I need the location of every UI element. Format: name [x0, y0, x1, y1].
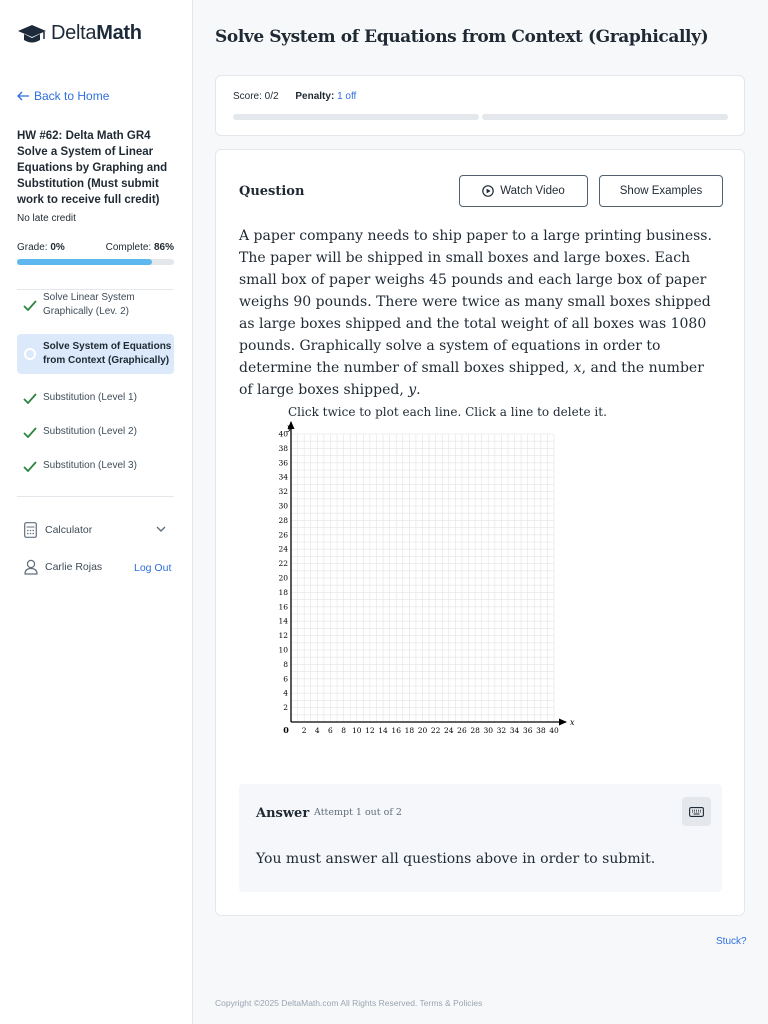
penalty-value: 1 off	[337, 91, 357, 102]
x-tick-label: 14	[378, 726, 388, 735]
check-icon	[17, 393, 43, 404]
x-axis-arrow	[559, 719, 567, 726]
y-tick-label: 8	[283, 659, 288, 669]
penalty-label: Penalty:	[295, 91, 335, 102]
y-tick-label: 38	[278, 443, 288, 453]
user-icon	[24, 559, 45, 575]
y-tick-label: 40	[278, 429, 288, 439]
x-tick-label: 30	[483, 726, 494, 735]
calculator-icon	[24, 522, 45, 538]
keyboard-toggle-button[interactable]	[682, 797, 711, 826]
y-tick-label: 10	[278, 645, 288, 655]
y-tick-label: 24	[278, 544, 288, 554]
x-tick-label: 34	[509, 726, 520, 735]
y-tick-label: 12	[278, 631, 288, 641]
back-to-home-link[interactable]	[17, 89, 109, 103]
sidebar	[0, 0, 193, 1024]
score-line	[233, 91, 356, 102]
y-tick-label: 16	[278, 602, 288, 612]
sidebar-item-label: Substitution (Level 1)	[43, 392, 137, 403]
arrow-left-icon	[17, 91, 30, 101]
x-tick-label: 24	[444, 726, 454, 735]
divider	[17, 496, 174, 497]
y-tick-label: 36	[278, 458, 288, 468]
answer-section	[239, 784, 722, 892]
y-tick-label: 6	[283, 674, 288, 684]
back-to-home-label: Back to Home	[34, 89, 110, 103]
sidebar-item-label: Substitution (Level 2)	[43, 426, 137, 437]
sidebar-item-substitution-2[interactable]	[17, 425, 174, 439]
deltamath-logo[interactable]	[17, 22, 142, 45]
grade-row	[17, 242, 174, 253]
x-axis-letter: x	[570, 718, 575, 727]
score-text: Score: 0/2	[233, 91, 279, 102]
y-tick-label: 34	[278, 472, 288, 482]
user-profile	[24, 559, 102, 575]
y-tick-label: 30	[278, 501, 288, 511]
completion-progress-fill	[17, 259, 152, 265]
y-tick-label: 28	[278, 515, 288, 525]
stuck-link[interactable]: Stuck?	[716, 936, 747, 947]
current-ring-icon	[17, 348, 43, 360]
show-examples-label: Show Examples	[619, 185, 703, 197]
graph-instruction: Click twice to plot each line. Click a line to delete it.	[288, 405, 607, 419]
y-tick-label: 26	[278, 530, 288, 540]
watch-video-label: Watch Video	[500, 185, 565, 197]
question-label: Question	[239, 184, 305, 199]
sidebar-item-solve-from-context[interactable]	[17, 334, 174, 374]
question-text: A paper company needs to ship paper to a large printing business. The paper will be shipped in small boxes and large boxes. Each small box of paper weighs 45 pounds and each large box of paper weighs 90 pounds. There were twice as many small boxes shipped as large boxes shipped and the total weight of all boxes was 1080 pounds. Graphically solve a system of equations in order to determine the number of small boxes shipped, x, and the number of large boxes shipped, y.	[239, 228, 712, 398]
x-tick-label: 32	[496, 726, 507, 735]
question-card	[215, 149, 745, 916]
x-tick-label: 22	[430, 726, 441, 735]
x-tick-label: 38	[536, 726, 546, 735]
x-tick-label: 26	[457, 726, 467, 735]
origin-label: 0	[283, 725, 289, 735]
x-tick-label: 18	[404, 726, 415, 735]
y-tick-label: 32	[278, 487, 288, 497]
y-tick-label: 14	[278, 616, 288, 626]
x-tick-label: 40	[549, 726, 559, 735]
x-tick-label: 28	[470, 726, 480, 735]
calculator-toggle[interactable]	[24, 522, 92, 538]
y-tick-label: 20	[278, 573, 288, 583]
y-tick-label: 22	[278, 559, 288, 569]
divider	[17, 289, 174, 290]
graduation-cap-icon	[17, 23, 47, 45]
complete-text: Complete: 86%	[105, 242, 174, 253]
y-tick-label: 4	[283, 688, 288, 698]
logout-link[interactable]: Log Out	[134, 562, 172, 574]
graph-plot-area[interactable]	[216, 150, 746, 770]
sidebar-item-substitution-3[interactable]	[17, 459, 174, 473]
page-title: Solve System of Equations from Context (Graphically)	[215, 27, 709, 47]
x-tick-label: 6	[328, 726, 333, 735]
check-icon	[17, 427, 43, 438]
attempt-counter: Attempt 1 out of 2	[314, 807, 402, 818]
terms-link[interactable]: Terms & Policies	[419, 998, 483, 1008]
score-segment-2	[482, 114, 728, 120]
x-tick-label: 20	[417, 726, 428, 735]
late-credit-note: No late credit	[17, 213, 76, 224]
user-name: Carlie Rojas	[45, 561, 103, 573]
logo-text: DeltaMath	[51, 22, 142, 44]
x-tick-label: 8	[341, 726, 346, 735]
sidebar-item-label: Substitution (Level 3)	[43, 460, 137, 471]
x-tick-label: 2	[301, 726, 307, 735]
score-segment-1	[233, 114, 479, 120]
y-axis-letter: y	[287, 423, 292, 432]
answer-message: You must answer all questions above in order to submit.	[256, 851, 656, 867]
check-icon	[17, 461, 43, 472]
keyboard-icon	[689, 807, 704, 817]
y-tick-label: 2	[283, 703, 288, 713]
x-tick-label: 4	[314, 726, 320, 735]
x-tick-label: 36	[522, 726, 533, 735]
grade-text: Grade: 0%	[17, 242, 65, 253]
score-card	[215, 75, 745, 136]
chevron-down-icon[interactable]	[156, 526, 166, 533]
footer: Copyright ©2025 DeltaMath.com All Rights Reserved. Terms & Policies	[215, 998, 483, 1008]
assignment-title: HW #62: Delta Math GR4 Solve a System of Linear Equations by Graphing and Substitution (Must submit work to receive full credit)	[17, 130, 168, 206]
calculator-label: Calculator	[45, 524, 93, 536]
x-tick-label: 16	[391, 726, 401, 735]
x-tick-label: 12	[365, 726, 375, 735]
check-icon	[17, 300, 43, 311]
sidebar-item-label: Solve System of Equations from Context (Graphically)	[43, 341, 172, 366]
sidebar-item-solve-linear-system[interactable]	[17, 291, 174, 319]
sidebar-item-label: Solve Linear System Graphically (Lev. 2)	[43, 292, 135, 317]
sidebar-item-substitution-1[interactable]	[17, 391, 174, 405]
y-tick-label: 18	[278, 587, 288, 597]
completion-progress-bar	[17, 259, 174, 265]
x-tick-label: 10	[351, 726, 362, 735]
answer-label: Answer	[256, 806, 310, 821]
